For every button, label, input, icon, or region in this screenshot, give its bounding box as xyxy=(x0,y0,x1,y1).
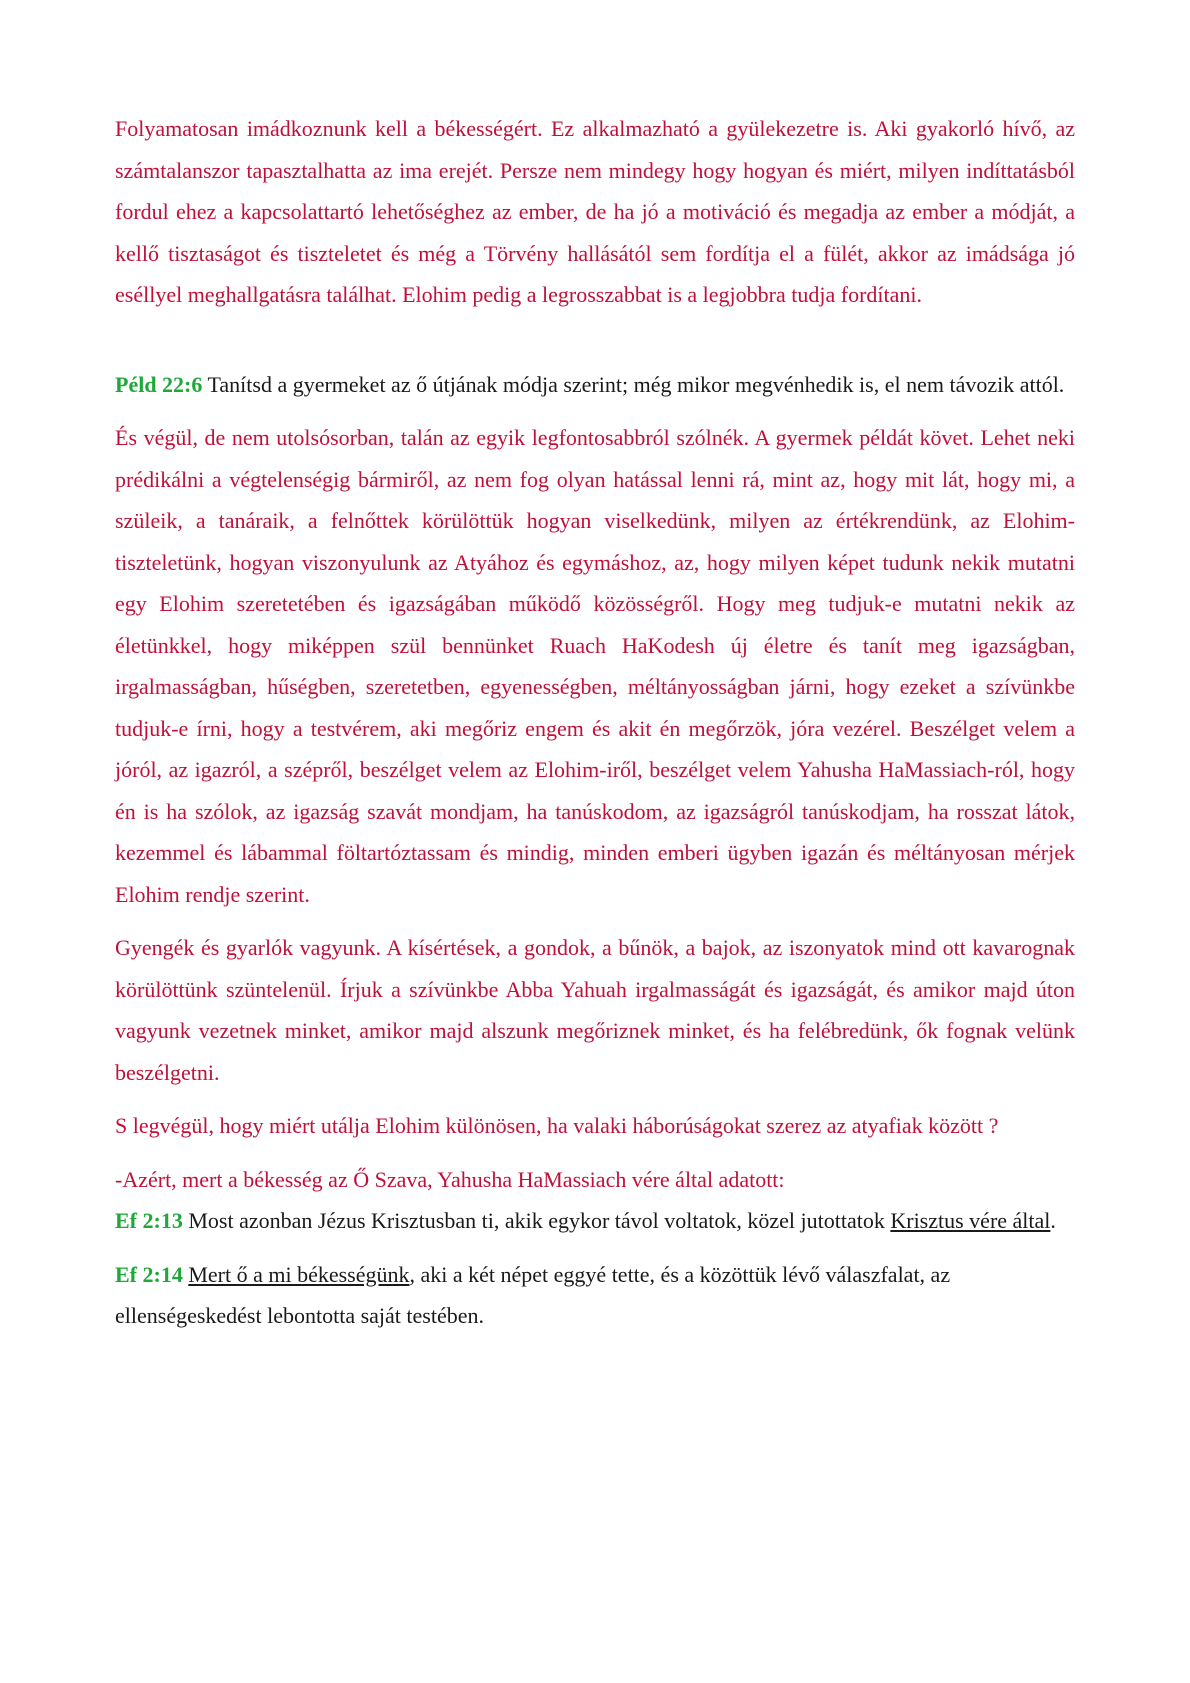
paragraph-answer: -Azért, mert a békesség az Ő Szava, Yahusha HaMassiach vére által adatott: xyxy=(115,1166,785,1192)
verse-reference: Ef 2:13 xyxy=(115,1208,183,1233)
spacer xyxy=(115,1147,1075,1159)
spacer xyxy=(115,316,1075,364)
spacer xyxy=(115,405,1075,417)
paragraph-children-example: És végül, de nem utolsósorban, talán az egyik legfontosabbról szólnék. A gyermek példát követ. Lehet neki prédikálni a végtelenségig bármiről, az nem fog olyan hatással lenni rá, mint az, hogy mit lát, hogy mi, a szüleik, a tanáraik, a felnőttek körülöttük hogyan viselkedünk, milyen az értékrendünk, az Elohim-tiszteletünk, hogyan viszonyulunk az Atyához és egymáshoz, az, hogy milyen képet tudunk nekik mutatni egy Elohim szeretetében és igazságában működő közösségről. Hogy meg tudjuk-e mutatni nekik az életünkkel, hogy miképpen szül bennünket Ruach HaKodesh új életre és tanít meg igazságban, irgalmasságban, hűségben, szeretetben, egyenességben, méltányosságban járni, hogy ezeket a szívünkbe tudjuk-e írni, hogy a testvérem, aki megőriz engem és akit én megőrzök, jóra vezérel. Beszélget velem a jóról, az igazról, a szépről, beszélget velem az Elohim-iről, beszélget velem Yahusha HaMassiach-ról, hogy én is ha szólok, az igazság szavát mondjam, ha tanúskodom, az igazságról tanúskodjam, ha rosszat látok, kezemmel és lábammal föltartóztassam és mindig, minden emberi ügyben igazán és méltányosan mérjek Elohim rendje szerint. xyxy=(115,425,1075,907)
spacer xyxy=(115,1242,1075,1254)
verse-text: , aki a két népet eggyé tette, és a közöttük lévő válaszfalat, az ellenségeskedést lebontotta saját testében. xyxy=(115,1261,951,1328)
paragraph-weak-and-frail: Gyengék és gyarlók vagyunk. A kísértések, a gondok, a bűnök, a bajok, az iszonyatok mind ott kavarognak körülöttünk szüntelenül. Írjuk a szívünkbe Abba Yahuah irgalmasságát és igazságát, és amikor majd úton vagyunk vezetnek minket, amikor majd alszunk megőriznek minket, és ha felébredünk, ők fognak velünk beszélgetni. xyxy=(115,935,1075,1085)
document-page xyxy=(115,108,1075,1337)
verse-text-end: . xyxy=(1050,1208,1056,1233)
paragraph-question: S legvégül, hogy miért utálja Elohim különösen, ha valaki háborúságokat szerez az atyafiak között ? xyxy=(115,1113,999,1138)
verse-underlined-text: Krisztus vére által xyxy=(890,1208,1051,1233)
spacer xyxy=(115,1093,1075,1105)
spacer xyxy=(115,915,1075,927)
verse-ef-2-13 xyxy=(115,1200,1075,1242)
verse-pld-22-6 xyxy=(115,364,1075,406)
verse-underlined-text: Mert ő a mi békességünk xyxy=(188,1261,410,1287)
paragraph-prayer: Folyamatosan imádkoznunk kell a békességért. Ez alkalmazható a gyülekezetre is. Aki gyakorló hívő, az számtalanszor tapasztalhatta az ima erejét. Persze nem mindegy hogy hogyan és miért, milyen indíttatásból fordul ehez a kapcsolattartó lehetőséghez az ember, de ha jó a motiváció és megadja az ember a módját, a kellő tisztaságot és tiszteletet és még a Törvény hallásától sem fordítja el a fülét, akkor az imádsága jó eséllyel meghallgatásra találhat. Elohim pedig a legrosszabbat is a legjobbra tudja fordítani. xyxy=(115,116,1075,307)
verse-reference: Ef 2:14 xyxy=(115,1261,183,1287)
verse-text: Tanítsd a gyermeket az ő útjának módja szerint; még mikor megvénhedik is, el nem távozik attól. xyxy=(202,371,1065,397)
verse-text: Most azonban Jézus Krisztusban ti, akik egykor távol voltatok, közel jutottatok xyxy=(182,1208,891,1233)
verse-reference: Péld 22:6 xyxy=(115,371,203,397)
verse-ef-2-14 xyxy=(115,1254,1075,1337)
